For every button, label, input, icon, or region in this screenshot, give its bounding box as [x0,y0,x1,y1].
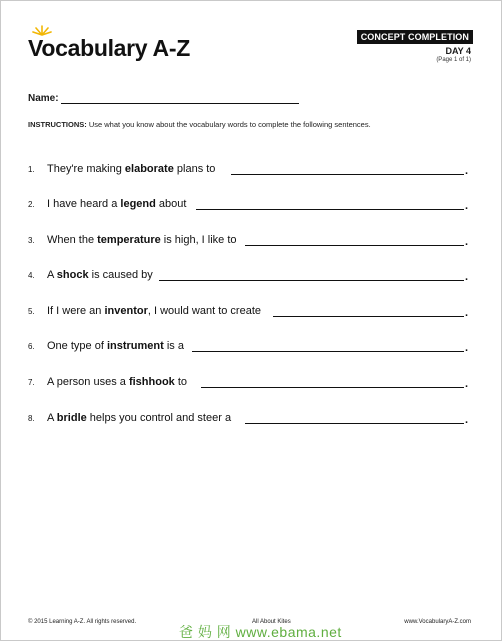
question-number: 3. [28,236,35,245]
question-text: A bridle helps you control and steer a [47,412,232,424]
vocab-word: bridle [56,412,87,424]
question-text: When the temperature is high, I like to [47,234,237,246]
instructions [28,120,371,129]
vocab-word: elaborate [124,163,174,175]
question-row: 7. A person uses a fishhook to . [28,376,468,390]
answer-line[interactable] [273,306,464,317]
question-row: 2. I have heard a legend about . [28,198,468,212]
question-text: A shock is caused by [47,269,153,281]
instructions-text: Use what you know about the vocabulary words to complete the following sentences. [88,120,371,129]
vocabulary-az-logo: Vocabulary A-Z [28,35,190,61]
question-text: They're making elaborate plans to [47,163,216,175]
name-row [28,93,299,104]
page-count: (Page 1 of 1) [436,57,471,63]
concept-completion-badge: CONCEPT COMPLETION [357,30,473,44]
vocab-word: inventor [104,305,148,317]
question-row: 8. A bridle helps you control and steer a . [28,412,468,426]
question-row: 3. When the temperature is high, I like to . [28,234,468,248]
question-number: 6. [28,342,35,351]
answer-line[interactable] [196,199,464,210]
vocab-word: instrument [106,340,164,352]
vocab-word: shock [56,269,89,281]
instructions-label: INSTRUCTIONS: [28,120,87,129]
question-row: 4. A shock is caused by . [28,269,468,283]
answer-line[interactable] [192,341,464,352]
question-number: 2. [28,200,35,209]
footer-title: All About Kites [252,619,291,625]
watermark: 爸 妈 网 www.ebama.net [179,624,342,640]
answer-line[interactable] [245,413,464,424]
footer-website: www.VocabularyA-Z.com [404,619,471,625]
question-text: I have heard a legend about [47,198,187,210]
answer-line[interactable] [201,377,464,388]
question-row: 6. One type of instrument is a . [28,340,468,354]
answer-line[interactable] [231,164,464,175]
question-text: If I were an inventor, I would want to create [47,305,262,317]
answer-line[interactable] [159,270,464,281]
question-number: 7. [28,378,35,387]
question-number: 4. [28,271,35,280]
question-number: 1. [28,165,35,174]
answer-line[interactable] [245,235,464,246]
question-text: A person uses a fishhook to [47,376,188,388]
question-number: 5. [28,307,35,316]
vocab-word: temperature [97,234,161,246]
name-label: Name: [28,93,59,104]
name-field[interactable] [61,93,299,104]
question-row: 1. They're making elaborate plans to . [28,163,468,177]
question-number: 8. [28,414,35,423]
footer-copyright: © 2015 Learning A-Z. All rights reserved. [28,619,137,625]
vocab-word: legend [120,198,156,210]
question-text: One type of instrument is a [47,340,184,352]
question-row: 5. If I were an inventor, I would want to create . [28,305,468,319]
vocab-word: fishhook [128,376,175,388]
day-label: DAY 4 [445,46,471,56]
